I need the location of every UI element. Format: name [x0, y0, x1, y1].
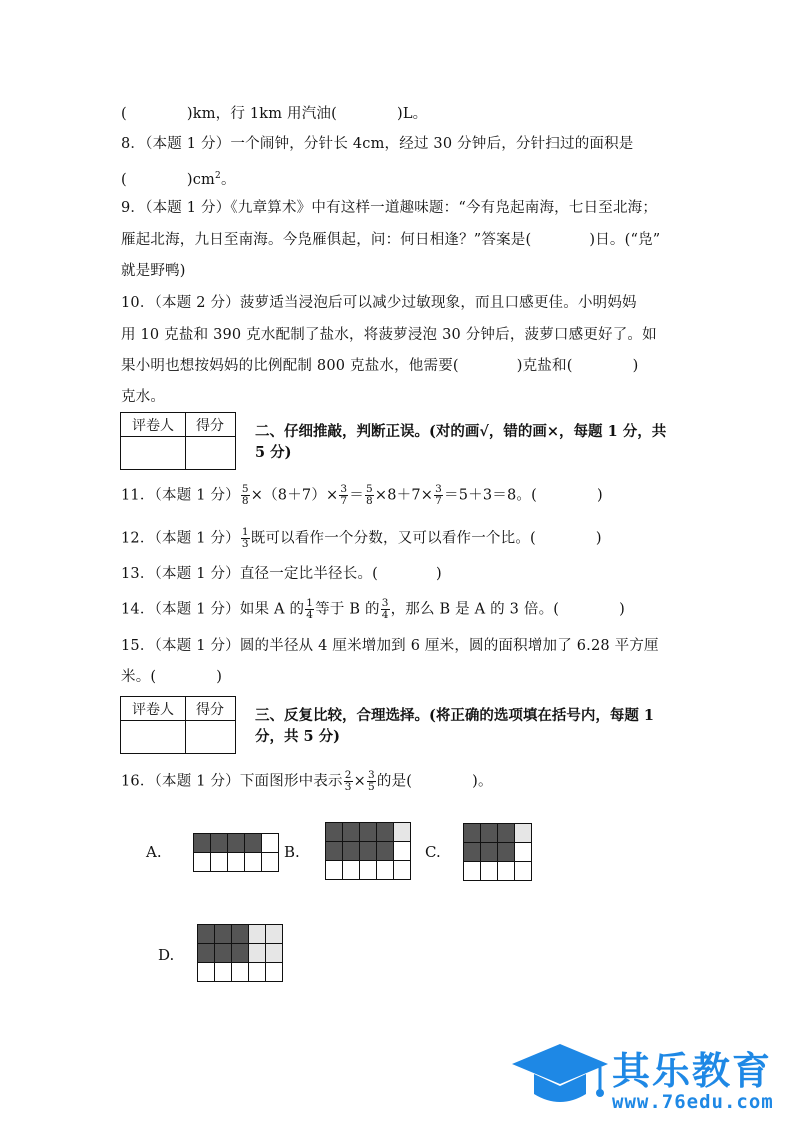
q15-line1: 15．（本题 1 分）圆的半径从 4 厘米增加到 6 厘米，圆的面积增加了 6.28 平方厘: [121, 638, 659, 654]
q9-line2-a: 雁起北海，九日至南海。今凫雁俱起，问：何日相逢？”答案是(: [121, 232, 532, 248]
q16: 16．（本题 1 分）下面图形中表示 $\frac{2}{3}$ × $\frac{3}{5}$ 的是( )。: [121, 769, 493, 793]
option-a-grid[interactable]: [193, 833, 279, 872]
q8-line1: 8．（本题 1 分）一个闹钟，分针长 4cm，经过 30 分钟后，分针扫过的面积是: [121, 136, 634, 152]
q7-km-text: )km，行 1km 用汽油(: [186, 106, 337, 122]
q8-sup: 2: [215, 171, 221, 181]
q7-end: )L。: [397, 106, 428, 122]
q11-frac2: $\frac{3}{7}$: [340, 483, 348, 507]
q11-frac4: $\frac{3}{7}$: [435, 483, 443, 507]
q14-frac2: $\frac{3}{4}$: [381, 597, 389, 621]
q12: 12．（本题 1 分） $\frac{1}{3}$ 既可以看作一个分数，又可以看作一个比。( ): [121, 526, 602, 550]
option-b-grid[interactable]: [325, 822, 411, 880]
q15-line2: 米。( ): [121, 669, 223, 685]
score-label: 得分: [185, 413, 235, 437]
q14: 14．（本题 1 分）如果 A 的 $\frac{1}{4}$ 等于 B 的 $\frac{3}{4}$ ，那么 B 是 A 的 3 倍。( ): [121, 597, 626, 621]
q9-line1: 9．（本题 1 分）《九章算术》中有这样一道趣味题：“今有凫起南海，七日至北海；: [121, 200, 658, 216]
q8-unit: )cm: [186, 171, 215, 188]
score-box-section2: [120, 412, 236, 470]
q10-line3-a: 果小明也想按妈妈的比例配制 800 克盐水，他需要(: [121, 358, 459, 374]
q7-tail: [121, 104, 427, 124]
q7-open: (: [121, 106, 127, 122]
q10-line3-c: ): [632, 358, 639, 374]
reviewer-label: 评卷人: [121, 413, 186, 437]
option-c-label[interactable]: C.: [425, 843, 441, 861]
score-cell[interactable]: [185, 436, 235, 469]
q12-frac: $\frac{1}{3}$: [241, 526, 249, 550]
reviewer-label: 评卷人: [121, 697, 186, 721]
q8-open: (: [121, 171, 127, 188]
q9-line2-b: )日。(“凫”: [589, 232, 661, 248]
score-box-section3: [120, 696, 236, 754]
option-b-label[interactable]: B.: [284, 843, 300, 861]
q11: 11．（本题 1 分） $\frac{5}{8}$ ×（8＋7）× $\frac{3}{7}$ ＝ $\frac{5}{8}$ ×8＋7× $\frac{3}{7}$ ＝5＋3＝8。( ): [121, 483, 603, 507]
q9-line2: [121, 230, 660, 250]
q10-line1: 10．（本题 2 分）菠萝适当浸泡后可以减少过敏现象，而且口感更佳。小明妈妈: [121, 295, 637, 311]
section2-title: 二、仔细推敲，判断正误。(对的画√，错的画×，每题 1 分，共 5 分): [255, 423, 667, 461]
q11-frac3: $\frac{5}{8}$: [365, 483, 373, 507]
score-label: 得分: [185, 697, 235, 721]
brand-url: www.76edu.com: [612, 1091, 774, 1113]
q13: 13．（本题 1 分）直径一定比半径长。( ): [121, 566, 442, 582]
score-cell[interactable]: [185, 720, 235, 753]
reviewer-cell[interactable]: [121, 720, 186, 753]
q16-frac1: $\frac{2}{3}$: [344, 769, 352, 793]
q8-end: 。: [220, 171, 236, 188]
q16-frac2: $\frac{3}{5}$: [368, 769, 375, 793]
option-d-label[interactable]: D.: [158, 946, 175, 964]
q10-line3: [121, 356, 638, 376]
section3-title: 三、反复比较，合理选择。(将正确的选项填在括号内，每题 1 分，共 5 分): [255, 707, 654, 745]
option-d-grid[interactable]: [197, 924, 283, 982]
reviewer-cell[interactable]: [121, 436, 186, 469]
q9-line3: 就是野鸭): [121, 263, 186, 279]
brand-name: 其乐教育: [612, 1049, 773, 1093]
q11-frac1: $\frac{5}{8}$: [241, 483, 249, 507]
q10-line3-b: )克盐和(: [516, 358, 573, 374]
q10-line4: 克水。: [121, 389, 166, 405]
q11-prefix: 11．（本题 1 分）: [121, 487, 240, 504]
q10-line2: 用 10 克盐和 390 克水配制了盐水，将菠萝浸泡 30 分钟后，菠萝口感更好了。如: [121, 327, 657, 343]
q8-line2: [121, 166, 236, 190]
q14-frac1: $\frac{1}{4}$: [306, 597, 314, 621]
option-c-grid[interactable]: [463, 823, 532, 881]
option-a-label[interactable]: A.: [146, 843, 162, 861]
